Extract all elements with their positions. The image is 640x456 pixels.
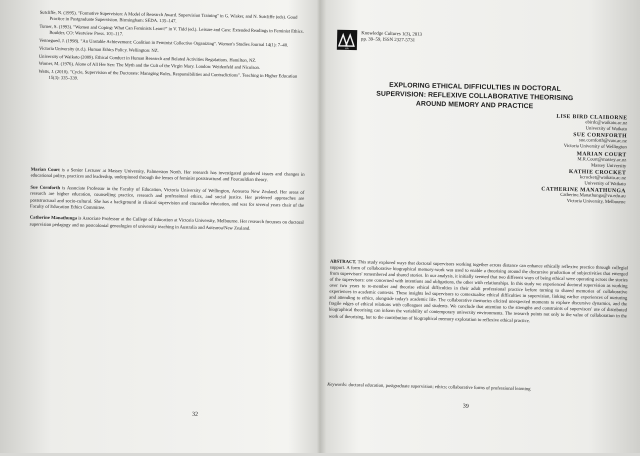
reference-list [38,10,307,88]
publisher-logo-icon [337,30,357,50]
author-name: MARIAN COURT [576,150,627,158]
author-affiliation: Victoria University of Wellington [563,144,627,151]
keywords-label: Keywords: [327,382,348,388]
author-email: kcrocket@waikato.ac.nz [579,175,627,182]
left-page [0,0,318,456]
author-email: ebirdc@waikato.ac.nz [585,120,628,127]
page-number: 32 [191,411,199,418]
journal-line: Knowledge Cultures 1(3), 2013 [361,31,423,38]
author-affiliation: Massey University [590,163,627,170]
reference-entry: Turner, S. (1993). "Women and Coping: What Can Feminists Learn?" in V. Tidd (ed.). Leisure and Care: Extended Readings in Feminist Ethics. Boulder, CO: Westview Press. 101–117. [39,23,304,37]
author-affiliation: University of Waikato [585,126,628,133]
abstract-label: ABSTRACT. [329,259,357,265]
journal-line: pp. 39–59, ISSN 2327-5731 [361,37,416,44]
reference-entry: Vennegoed, J. (1998). "An Unstable Achievement: Coalition in Feminist Collective Organizing". Women's Studies Journal 14(1): 7–40. [39,37,289,48]
right-page [314,0,640,456]
author-email: M.R.Court@massey.ac.nz [577,156,627,163]
author-name: CATHERINE MANATHUNGA [541,186,626,195]
author-name: SUE CORNFORTH [573,132,628,140]
bio-name: Catherine Manathunga [29,215,77,222]
author-block [445,184,625,206]
abstract-text: This study explored ways that doctoral supervisors working together across distance can enhance ethically reflexive practice through collegial support. A form of collaborative biographical memory-work was used to enable a theorising around the discursive production of subjectivities that emerged from supervisors' remembered and shared stories. In our analysis, it initially seemed that two different ways of being ethical were operating across the stories of the supervisors: one concerned with intentions and obligations, the other with relationships. In this study we experienced doctoral supervision as working over two years to re-member and theorise ethical difficulties in their adult professional practice before turning to shared memories of collaborative experiences in academic contexts. These insights led supervisors to contextualise ethical difficulties in supervision, linking earlier experiences of nurturing and attending to ethics, alongside today's academic life. The collaborative memories elicited unexpected moments to explore discursive dynamics, and the fragile edges of ethical relations with colleagues and students. We conclude that attention to the strengths and constraints of supervisors' use of distributed biographical theorising can inform the variability of contemporary university environments. The research points not only to the value of collaboration in the work of theorising, but to the contribution of biographical memory exploration to reflexive ethical practice. [328,259,629,324]
author-bio [31,168,305,186]
logo-letters: AA [345,47,349,51]
author-affiliation: Victoria University, Melbourne [566,199,626,206]
reference-entry: University of Waikato (2009). Ethical Conduct in Human Research and Related Activities Regulations. Hamilton, NZ. [38,53,257,63]
reference-entry: Victoria University (n.d.). Human Ethics Policy. Wellington: NZ. [39,45,159,53]
article-title [362,80,589,112]
author-name: KATHIE CROCKET [568,168,627,177]
author-email: sue.cornforth@vuw.ac.nz [578,138,627,145]
bio-text: is a Senior Lecturer at Massey University, Palmerston North. Her research has investigated gendered issues and changes in educational policy, practices and leadership, underpinned through the lenses of feminist poststructural and Foucauldian theory. [30,168,305,184]
author-email: Catherine.Manathunga@vu.edu.au [560,193,626,200]
journal-citation [361,31,422,44]
author-bio [30,216,304,234]
keywords [327,382,625,395]
page-number: 39 [462,403,469,410]
reference-entry: Sutcliffe, N. (1995). "Formative Supervision: A Model of Research Award. Supervision Training" in G. Wisker, and N. Sutcliffe (eds). Good Practice in Postgraduate Supervision. Birmingham: SEDA. 135–147. [39,9,298,24]
reference-entry: Warner, M. (1976). Alone of All Her Sex: The Myth and the Cult of the Virgin Mary. London: Weidenfeld and Nicolson. [38,61,261,71]
abstract [329,259,628,327]
author-list [445,111,627,206]
bio-text: is Associate Professor at the College of Education at Victoria University, Melbourne. Her research focusses on doctoral supervision pedagogy and on postcolonial genealogies of university teaching in Australia and Aotearoa/New Zealand. [29,216,304,232]
title-line: SUPERVISION: REFLEXIVE COLLABORATIVE THEORISING [376,90,574,103]
bio-name: Marian Court [30,167,60,174]
keywords-text: doctoral education, postgraduate supervision; ethics; collaborative forms of professional learning [348,382,531,392]
author-name: LISE BIRD CLAIBORNE [556,113,628,122]
title-line: AROUND MEMORY AND PRACTICE [415,100,534,111]
author-bio [30,185,304,216]
bio-text: is Associate Professor in the Faculty of Education, Victoria University of Wellington, Aotearoa New Zealand. Her areas of research are higher education, counselling practice, research and professional ethics, and social justice. Her preferred approaches are poststructural and socio-cultural. She has a background in clinical supervision and counsellor education, and was for several years chair of the Faculty of Education Ethics Committee. [29,185,305,212]
publisher-logo [337,30,357,50]
author-bios [29,168,304,239]
bio-name: Sue Cornforth [30,185,61,191]
title-line: EXPLORING ETHICAL DIFFICULTIES IN DOCTORAL [389,81,561,93]
reference-entry: Watts, J. (2010). "Cycle, Supervision of the Doctorate: Managing Roles, Responsibilities and Contradictions". Teaching in Higher Education 15(3): 335–339. [38,68,298,81]
author-affiliation: University of Waikato [584,181,626,188]
